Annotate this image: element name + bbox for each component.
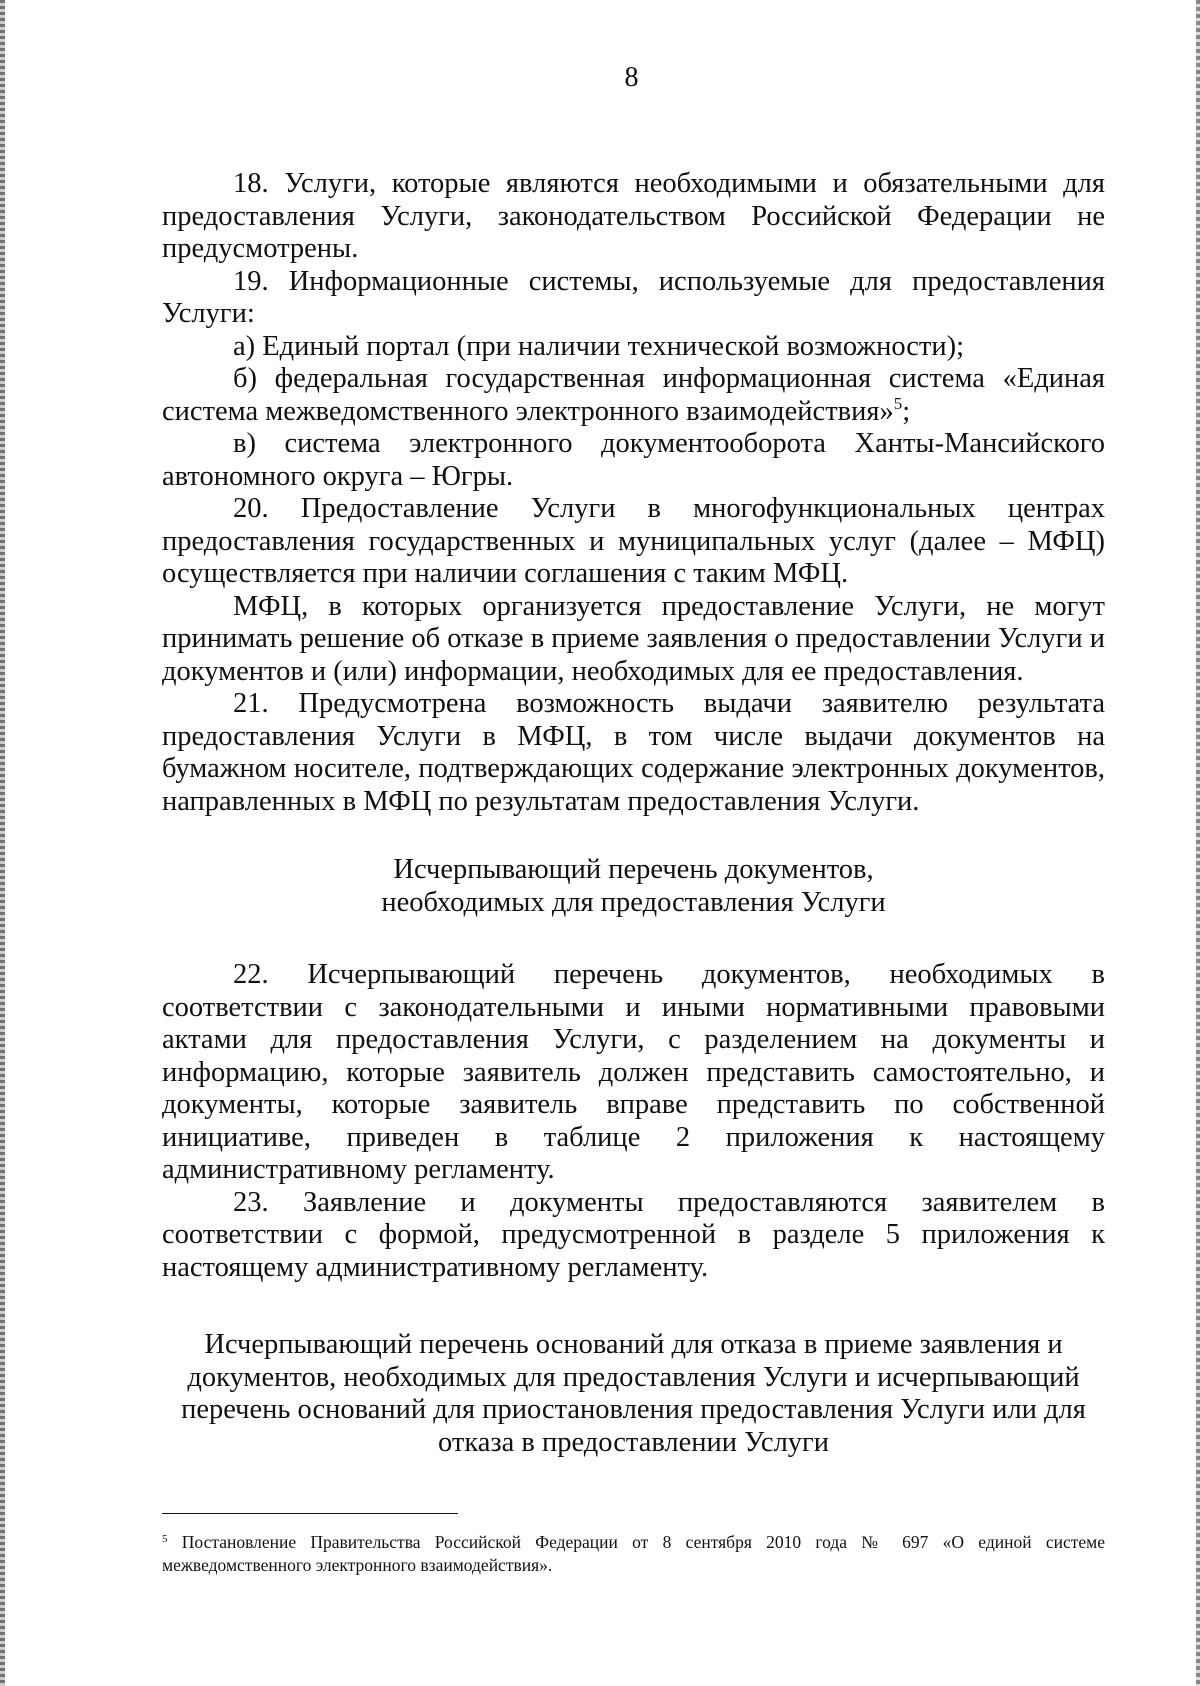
section-heading-documents-line-1: Исчерпывающий перечень документов, <box>393 854 874 885</box>
document-body <box>162 168 1105 1459</box>
section-heading-refusal-grounds: Исчерпывающий перечень оснований для отказа в приеме заявления и документов, необходимых для предоставления Услуги и исчерпывающий перечень оснований для приостановления предоставления Услуги или для отказа в предоставлении Услуги <box>181 1329 1086 1458</box>
section-heading-documents-line-2: необходимых для предоставления Услуги <box>381 886 886 918</box>
paragraph-20: 20. Предоставление Услуги в многофункциональных центрах предоставления государственных и муниципальных услуг (далее – МФЦ) осуществляется при наличии соглашения с таким МФЦ. <box>162 493 1105 589</box>
footnote <box>162 1531 1105 1577</box>
paragraph-19-c: в) система электронного документооборота Ханты-Мансийского автономного округа – Югры. <box>162 428 1105 492</box>
paragraph-19: 19. Информационные системы, используемые для предоставления Услуги: <box>162 265 1105 329</box>
footnote-reference-mark: 5 <box>893 393 903 413</box>
paragraph-21: 21. Предусмотрена возможность выдачи заявителю результата предоставления Услуги в МФЦ, в том числе выдачи документов на бумажном носителе, подтверждающих содержание электронных документов, направленных в МФЦ по результатам предоставления Услуги. <box>162 688 1105 817</box>
footnote-divider <box>162 1513 458 1514</box>
page-number: 8 <box>624 62 639 93</box>
paragraph-23: 23. Заявление и документы предоставляются заявителем в соответствии с формой, предусмотренной в разделе 5 приложения к настоящему административному регламенту. <box>162 1186 1105 1283</box>
paragraph-19-b <box>162 363 1105 428</box>
paragraph-18: 18. Услуги, которые являются необходимыми и обязательными для предоставления Услуги, законодательством Российской Федерации не предусмотрены. <box>162 168 1105 264</box>
paragraph-19-b-end: ; <box>902 395 911 427</box>
section-heading-documents <box>162 854 1105 919</box>
paragraph-22: 22. Исчерпывающий перечень документов, необходимых в соответствии с законодательными и иными нормативными правовыми актами для предоставления Услуги, с разделением на документы и информацию, которые заявитель должен представить самостоятельно, и документы, которые заявитель вправе представить по собственной инициативе, приведен в таблице 2 приложения к настоящему административному регламенту. <box>162 959 1105 1185</box>
scan-edge-right <box>1196 0 1200 1686</box>
scan-edge-left <box>0 0 5 1686</box>
footnote-mark: 5 <box>162 1533 168 1545</box>
paragraph-19-b-text: б) федеральная государственная информационная система «Единая система межведомственного электронного взаимодействия» <box>162 363 1105 427</box>
paragraph-19-a: а) Единый портал (при наличии технической возможности); <box>233 330 965 362</box>
footnote-text: Постановление Правительства Российской Федерации от 8 сентября 2010 года № 697 «О единой системе межведомственного электронного взаимодействия». <box>162 1532 1105 1575</box>
paragraph-20-b: МФЦ, в которых организуется предоставление Услуги, не могут принимать решение об отказе в приеме заявления о предоставлении Услуги и документов и (или) информации, необходимых для ее предоставления. <box>162 590 1105 687</box>
